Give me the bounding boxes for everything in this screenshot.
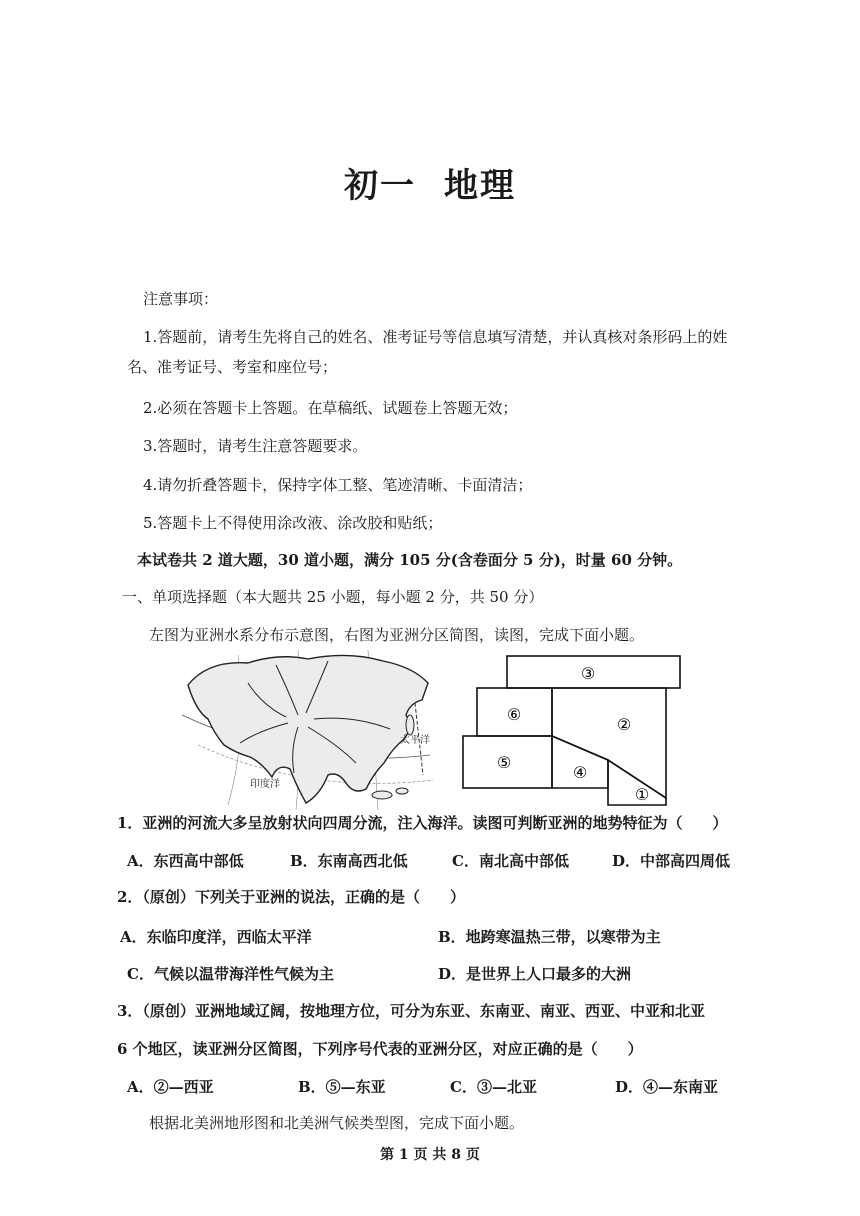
region-label-5: ⑤ bbox=[496, 753, 512, 772]
question-3-stem-line-1: 3．（原创）亚洲地域辽阔，按地理方位，可分为东亚、东南亚、南亚、西亚、中亚和北亚 bbox=[117, 1002, 705, 1020]
notice-item-3: 3.答题时，请考生注意答题要求。 bbox=[143, 437, 368, 455]
title-part2: 地理 bbox=[444, 166, 516, 206]
question-1-option-b: B．东南高西北低 bbox=[290, 852, 408, 870]
notice-item-1-line-1: 1.答题前，请考生先将自己的姓名、准考证号等信息填写清楚，并认真核对条形码上的姓 bbox=[143, 328, 728, 346]
asia-region-diagram bbox=[458, 650, 682, 810]
question-2-option-a: A．东临印度洋，西临太平洋 bbox=[120, 928, 312, 946]
question-3-option-d: D．④—东南亚 bbox=[615, 1078, 719, 1096]
question-2-stem: 2．（原创）下列关于亚洲的说法，正确的是（ ） bbox=[117, 888, 465, 906]
title-part1: 初一 bbox=[344, 166, 416, 206]
question-1-stem: 1．亚洲的河流大多呈放射状向四周分流，注入海洋。读图可判断亚洲的地势特征为（ ） bbox=[117, 814, 728, 832]
region-label-6: ⑥ bbox=[506, 705, 522, 724]
question-3-option-b: B．⑤—东亚 bbox=[298, 1078, 386, 1096]
question-1-option-c: C．南北高中部低 bbox=[452, 852, 569, 870]
question-2-option-b: B．地跨寒温热三带，以寒带为主 bbox=[438, 928, 661, 946]
question-1-option-d: D．中部高四周低 bbox=[612, 852, 731, 870]
region-label-1: ① bbox=[634, 785, 650, 804]
region-label-2: ② bbox=[616, 715, 632, 734]
notice-item-4: 4.请勿折叠答题卡，保持字体工整、笔迹清晰、卡面清洁； bbox=[143, 476, 533, 494]
question-3-option-c: C．③—北亚 bbox=[450, 1078, 537, 1096]
indian-ocean-label: 印度洋 bbox=[250, 779, 280, 790]
material-intro-1: 左图为亚洲水系分布示意图，右图为亚洲分区简图，读图，完成下面小题。 bbox=[149, 626, 645, 644]
question-1-option-a: A．东西高中部低 bbox=[127, 852, 244, 870]
asia-river-map bbox=[178, 645, 436, 810]
asia-river-map-drawing bbox=[178, 645, 436, 810]
exam-summary: 本试卷共 2 道大题，30 道小题，满分 105 分(含卷面分 5 分)，时量 60 分钟。 bbox=[137, 551, 683, 569]
section-1-heading: 一、单项选择题（本大题共 25 小题，每小题 2 分，共 50 分） bbox=[122, 588, 544, 606]
region-label-3: ③ bbox=[580, 664, 596, 683]
notice-item-5: 5.答题卡上不得使用涂改液、涂改胶和贴纸； bbox=[143, 514, 443, 532]
notice-item-1-line-2: 名、准考证号、考室和座位号； bbox=[127, 358, 338, 376]
notice-item-2: 2.必须在答题卡上答题。在草稿纸、试题卷上答题无效； bbox=[143, 399, 518, 417]
question-3-option-a: A．②—西亚 bbox=[127, 1078, 214, 1096]
pacific-ocean-label: 太平洋 bbox=[400, 735, 430, 746]
page-number-footer: 第 1 页 共 8 页 bbox=[380, 1147, 480, 1163]
question-2-option-c: C．气候以温带海洋性气候为主 bbox=[127, 965, 334, 983]
notice-heading: 注意事项： bbox=[143, 290, 219, 308]
material-intro-2: 根据北美洲地形图和北美洲气候类型图，完成下面小题。 bbox=[149, 1114, 525, 1132]
region-label-4: ④ bbox=[572, 763, 588, 782]
page-title bbox=[0, 158, 860, 207]
question-2-option-d: D．是世界上人口最多的大洲 bbox=[438, 965, 632, 983]
question-3-stem-line-2: 6 个地区，读亚洲分区简图，下列序号代表的亚洲分区，对应正确的是（ ） bbox=[117, 1040, 643, 1058]
